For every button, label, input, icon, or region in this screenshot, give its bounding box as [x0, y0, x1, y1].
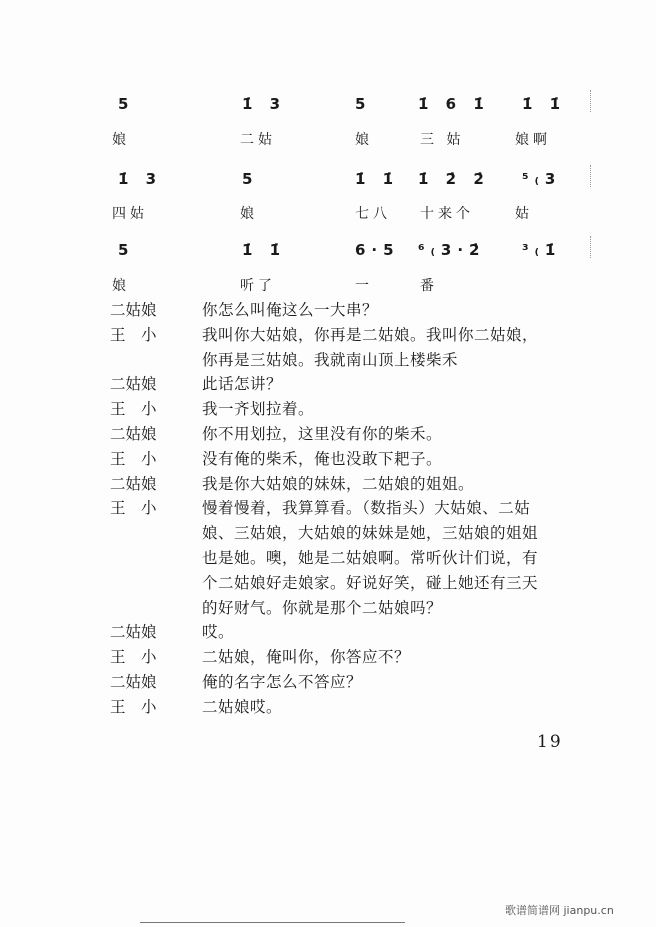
speaker-name: 王 小: [110, 648, 157, 667]
score-lyric: 十来个: [420, 206, 474, 222]
score-note-group: 6·5: [355, 241, 400, 259]
dialogue-text: 的好财气。你就是那个二姑娘吗？: [202, 598, 443, 617]
score-lyric: 二姑: [240, 132, 276, 148]
score-lyric: 一: [355, 278, 373, 294]
score-lyric: 四姑: [112, 206, 148, 222]
speaker-name: 二姑娘: [110, 474, 157, 493]
dialogue-text: 俺的名字怎么不答应？: [202, 673, 363, 691]
dialogue-line: [0, 571, 656, 595]
speaker-name: 二姑娘: [110, 673, 157, 691]
dialogue-line: [0, 447, 656, 471]
score-lyric: 娘啊: [515, 132, 551, 148]
dialogue-line: [0, 472, 656, 496]
dialogue-line: [0, 620, 656, 644]
dialogue-text: 二姑娘哎。: [202, 697, 283, 716]
dialogue-line: [0, 397, 656, 421]
dialogue-text: 我叫你大姑娘，你再是二姑娘。我叫你二姑娘，: [202, 325, 539, 344]
score-lyric: 娘: [355, 132, 373, 148]
score-lyric: 娘: [112, 132, 130, 148]
speaker-name: 二姑娘: [110, 425, 157, 443]
dialogue-text: 慢着慢着，我算算看。（数指头）大姑娘、二姑: [202, 499, 531, 518]
speaker-name: 二姑娘: [110, 623, 157, 642]
dialogue-line: [0, 298, 656, 322]
dialogue-line: [0, 323, 656, 347]
dialogue-text: 个二姑娘好走娘家。好说好笑，碰上她还有三天: [202, 573, 539, 592]
score-lyric: 娘: [240, 206, 258, 222]
score-note-group: 1̇ 2̇ 2̇: [418, 170, 490, 188]
dialogue-text: 此话怎讲？: [202, 375, 283, 394]
dialogue-line: [0, 645, 656, 669]
score-lyric: 七八: [355, 206, 391, 222]
score-lyric: 番: [420, 278, 438, 294]
speaker-name: 王 小: [110, 325, 157, 344]
dialogue-text: 你不用划拉，这里没有你的柴禾。: [202, 425, 443, 443]
dialogue-line: [0, 348, 656, 372]
page-number: 19: [537, 732, 563, 752]
dialogue-text: 我一齐划拉着。: [202, 400, 315, 419]
score-lyric: 听了: [240, 278, 276, 294]
score-note-group: ⁶₍3·2̇: [418, 241, 486, 259]
bar-line: [590, 236, 591, 258]
speaker-name: 二姑娘: [110, 375, 157, 394]
score-note-group: 1̇ 1̇: [355, 170, 400, 188]
score-note-group: 5: [355, 95, 372, 113]
score-note-group: 5: [242, 170, 259, 188]
score-note-group: ³₍1̇: [522, 241, 562, 259]
score-note-group: 1̇ 3: [118, 170, 163, 188]
score-lyric: 娘: [112, 278, 130, 294]
dialogue-line: [0, 521, 656, 545]
score-note-group: 5: [118, 241, 135, 259]
score-lyric: 姑: [515, 206, 533, 222]
score-note-group: ⁵₍3: [522, 170, 562, 188]
score-note-group: 5: [118, 95, 135, 113]
dialogue-text: 我是你大姑娘的妹妹，二姑娘的姐姐。: [202, 474, 475, 493]
score-note-group: 1̇ 1̇: [242, 241, 287, 259]
dialogue-line: [0, 695, 656, 719]
dialogue-text: 没有俺的柴禾，俺也没敢下耙子。: [202, 449, 443, 468]
speaker-name: 王 小: [110, 499, 157, 518]
dialogue-line: [0, 596, 656, 620]
bar-line: [590, 90, 591, 112]
watermark: 歌谱简谱网 jianpu.cn: [505, 904, 614, 917]
bottom-rule: [140, 922, 405, 923]
dialogue-line: [0, 546, 656, 570]
speaker-name: 王 小: [110, 400, 157, 419]
dialogue-text: 你再是三姑娘。我就南山顶上楼柴禾: [202, 350, 459, 369]
speaker-name: 二姑娘: [110, 301, 157, 319]
score-note-group: 1̇ 6 1̇: [418, 95, 490, 113]
dialogue-text: 二姑娘，俺叫你，你答应不？: [202, 648, 411, 667]
dialogue-text: 哎。: [202, 623, 235, 642]
score-lyric: 三 姑: [420, 132, 465, 148]
dialogue-text: 你怎么叫俺这么一大串？: [202, 301, 379, 319]
speaker-name: 王 小: [110, 697, 157, 716]
dialogue-line: [0, 496, 656, 520]
dialogue-text: 也是她。噢，她是二姑娘啊。常听伙计们说，有: [202, 549, 539, 567]
bar-line: [590, 165, 591, 187]
dialogue-text: 娘、三姑娘，大姑娘的妹妹是她，三姑娘的姐姐: [202, 524, 539, 543]
dialogue-line: [0, 372, 656, 396]
dialogue-line: [0, 670, 656, 694]
dialogue-line: [0, 422, 656, 446]
score-note-group: 1̇ 1̇: [522, 95, 567, 113]
speaker-name: 王 小: [110, 449, 157, 468]
score-note-group: 1̇ 3: [242, 95, 287, 113]
